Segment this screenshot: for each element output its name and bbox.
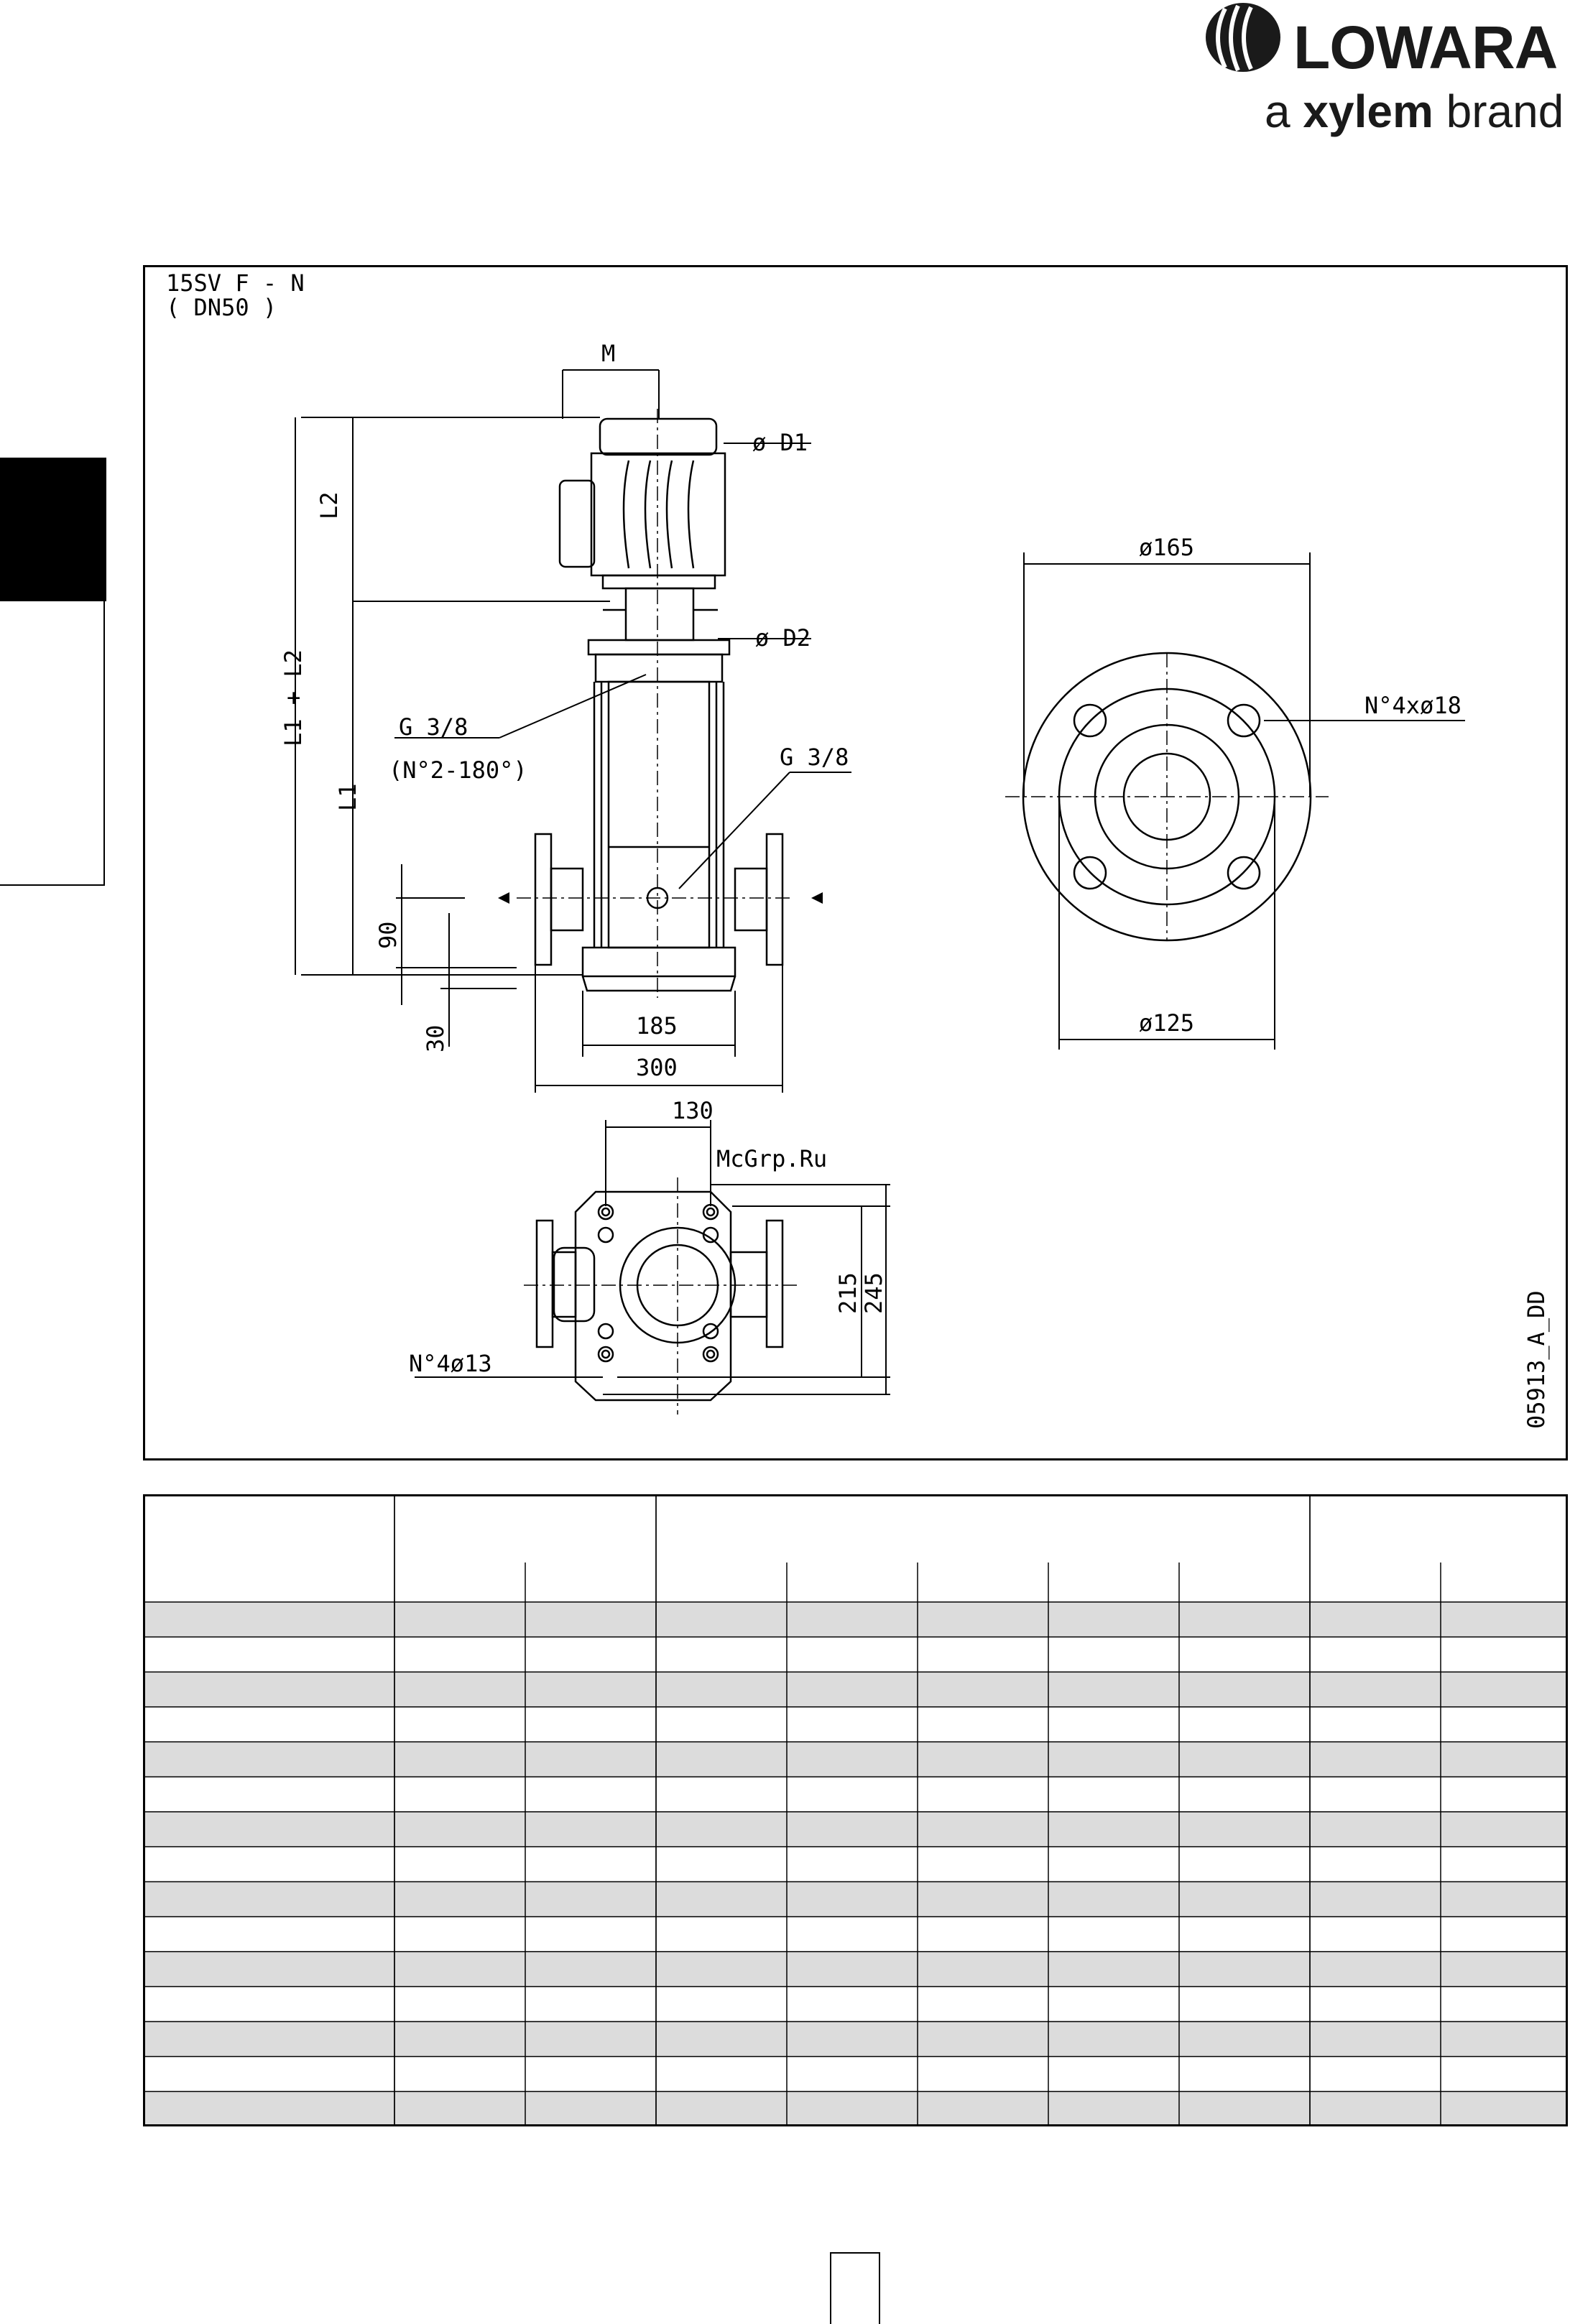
- pump-plan-view: [524, 1177, 797, 1415]
- label-n2-180: (N°2-180°): [389, 756, 527, 784]
- elevation-dimensions: [295, 370, 851, 1093]
- table-row: [143, 1917, 1568, 1952]
- dim-215: 215: [834, 1272, 862, 1314]
- table-row: [143, 1847, 1568, 1882]
- label-n4-18: N°4xø18: [1364, 692, 1462, 719]
- dimensions-table: [143, 1494, 1568, 2126]
- dim-d165: ø165: [1139, 534, 1195, 561]
- flange-dimensions: [1024, 552, 1465, 1050]
- dim-185: 185: [636, 1012, 678, 1040]
- tagline-prefix: a: [1265, 85, 1290, 137]
- table-row: [143, 2091, 1568, 2126]
- dim-245: 245: [860, 1272, 887, 1314]
- table-row: [143, 1812, 1568, 1847]
- pump-elevation: [517, 409, 790, 998]
- drawing-title: 15SV F - N: [166, 269, 305, 297]
- dim-130: 130: [672, 1097, 714, 1124]
- tagline-suffix: brand: [1446, 85, 1564, 137]
- page-number-box: [830, 2252, 880, 2324]
- table-row: [143, 1672, 1568, 1707]
- side-tab-marker: [0, 458, 106, 601]
- dim-300: 300: [636, 1054, 678, 1081]
- dim-90: 90: [374, 921, 402, 949]
- table-row: [143, 1777, 1568, 1812]
- dim-d125: ø125: [1139, 1009, 1195, 1037]
- dim-l1: L1: [334, 783, 361, 811]
- drawing-subtitle: ( DN50 ): [166, 294, 277, 321]
- dim-30: 30: [422, 1024, 449, 1052]
- table-row: [143, 1637, 1568, 1672]
- technical-drawing: [143, 265, 1568, 1460]
- drawing-code: 05913_A_DD: [1523, 1290, 1550, 1429]
- table-row: [143, 1742, 1568, 1777]
- lowara-emblem-icon: [1196, 0, 1290, 79]
- brand-name: LOWARA: [1293, 14, 1558, 81]
- dim-l1-l2: L1 + L2: [280, 649, 307, 746]
- dim-d1: ø D1: [752, 429, 808, 456]
- dim-d2: ø D2: [755, 624, 811, 652]
- dim-m: M: [601, 340, 616, 367]
- dim-l2: L2: [315, 491, 343, 519]
- lowara-logo: [1196, 0, 1570, 151]
- label-n4-13: N°4ø13: [409, 1350, 492, 1377]
- table-row: [143, 1952, 1568, 1987]
- table-row: [143, 1986, 1568, 2022]
- table-row: [143, 1881, 1568, 1917]
- watermark-text: McGrp.Ru: [716, 1145, 828, 1172]
- table-row: [143, 1707, 1568, 1742]
- table-row: [143, 2057, 1568, 2092]
- label-g38-right: G 3/8: [780, 744, 849, 771]
- table-row: [143, 2022, 1568, 2057]
- brand-tagline: [1265, 85, 1564, 138]
- label-g38-left: G 3/8: [399, 713, 468, 741]
- flange-view: [1005, 653, 1329, 940]
- tagline-xylem: xylem: [1303, 85, 1433, 137]
- table-row: [143, 1602, 1568, 1637]
